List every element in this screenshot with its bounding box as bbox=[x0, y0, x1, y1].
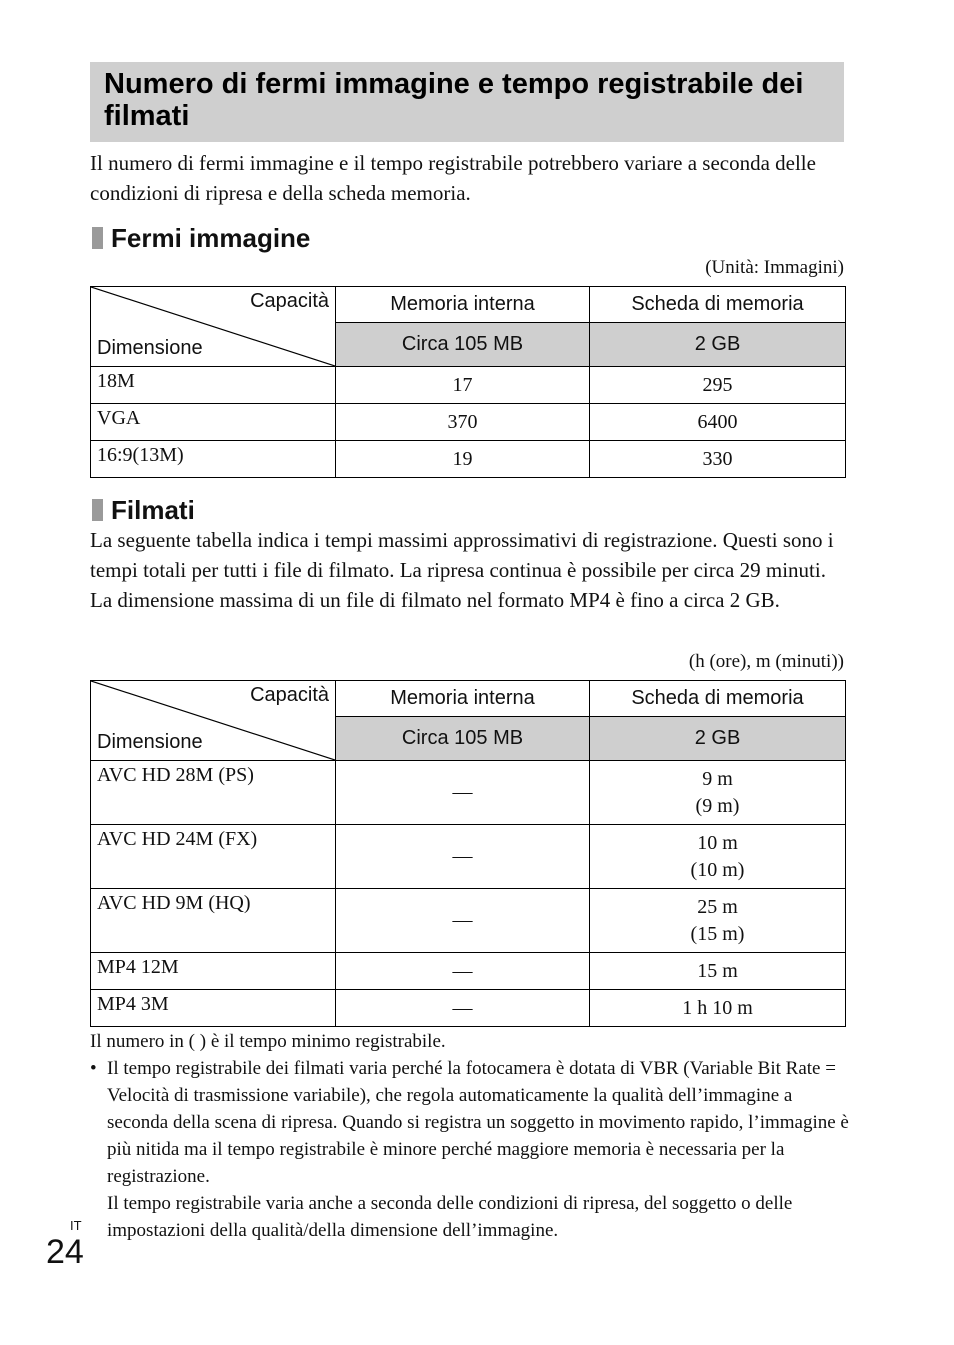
stills-unit: (Unità: Immagini) bbox=[705, 257, 844, 278]
table-row bbox=[91, 404, 846, 441]
table-row bbox=[91, 889, 846, 953]
page-title: Numero di fermi immagine e tempo registrabile dei filmati bbox=[104, 68, 804, 132]
table-row bbox=[91, 367, 846, 404]
memory-card-header: Scheda di memoria bbox=[590, 681, 846, 717]
card-value: 1 h 10 m bbox=[590, 990, 846, 1027]
list-item bbox=[90, 1055, 850, 1190]
min-note: Il numero in ( ) è il tempo minimo registrabile. bbox=[90, 1031, 446, 1052]
notes-block bbox=[90, 1028, 850, 1244]
internal-value: — bbox=[336, 825, 590, 889]
card-value: 10 m bbox=[697, 831, 738, 854]
section-title-box bbox=[90, 62, 844, 142]
capacity-label: Capacità bbox=[250, 684, 329, 706]
intro-paragraph: Il numero di fermi immagine e il tempo registrabile potrebbero variare a seconda delle condizioni di ripresa e della scheda memoria. bbox=[90, 151, 816, 205]
movies-diagonal-header bbox=[91, 681, 336, 761]
card-size-cell: 2 GB bbox=[590, 323, 846, 367]
internal-value: — bbox=[336, 990, 590, 1027]
internal-value: — bbox=[336, 761, 590, 825]
size-cell: AVC HD 9M (HQ) bbox=[91, 889, 336, 953]
stills-heading-label: Fermi immagine bbox=[111, 223, 311, 253]
table-row bbox=[91, 761, 846, 825]
bullet-spacer bbox=[90, 1190, 107, 1244]
card-value: 330 bbox=[590, 441, 846, 478]
bullet-text: Il tempo registrabile dei filmati varia perché la fotocamera è dotata di VBR (Variable Bit Rate = Velocità di trasmissione variabile), che regola automaticamente la qualità dell’immagine a seconda della scena di ripresa. Quando si registra un soggetto in movimento rapido, l’immagine è più nitida ma il tempo registrabile è minore perché maggiore memoria è necessaria per la registrazione. bbox=[107, 1058, 849, 1187]
stills-diagonal-header bbox=[91, 287, 336, 367]
card-min-value: (15 m) bbox=[690, 922, 745, 945]
movies-heading-label: Filmati bbox=[111, 495, 195, 525]
internal-value: — bbox=[336, 889, 590, 953]
internal-value: 370 bbox=[336, 404, 590, 441]
movies-heading bbox=[90, 495, 195, 525]
movies-table bbox=[90, 680, 846, 1027]
table-row bbox=[91, 953, 846, 990]
card-value: 9 m bbox=[702, 767, 733, 790]
movies-description: La seguente tabella indica i tempi massimi approssimativi di registrazione. Questi sono i tempi totali per tutti i file di filmato. La ripresa continua è possibile per circa 29 minuti. La dimensione massima di un file di filmato nel formato MP4 è fino a circa 2 GB. bbox=[90, 528, 834, 612]
bullet-icon: • bbox=[90, 1058, 97, 1079]
size-cell: 16:9(13M) bbox=[91, 441, 336, 478]
card-value: 25 m bbox=[697, 895, 738, 918]
dimension-label: Dimensione bbox=[97, 337, 203, 359]
list-item bbox=[90, 1190, 850, 1244]
stills-table bbox=[90, 286, 846, 478]
internal-value: 19 bbox=[336, 441, 590, 478]
card-value-cell bbox=[590, 825, 846, 889]
card-min-value: (10 m) bbox=[690, 858, 745, 881]
size-cell: MP4 12M bbox=[91, 953, 336, 990]
internal-value: — bbox=[336, 953, 590, 990]
heading-marker-icon bbox=[92, 227, 103, 249]
card-value: 6400 bbox=[590, 404, 846, 441]
internal-value: 17 bbox=[336, 367, 590, 404]
size-cell: AVC HD 24M (FX) bbox=[91, 825, 336, 889]
heading-marker-icon bbox=[92, 499, 103, 521]
card-value-cell bbox=[590, 761, 846, 825]
card-min-value: (9 m) bbox=[695, 794, 740, 817]
size-cell: 18M bbox=[91, 367, 336, 404]
table-row bbox=[91, 990, 846, 1027]
dimension-label: Dimensione bbox=[97, 731, 203, 753]
internal-size-cell: Circa 105 MB bbox=[336, 717, 590, 761]
card-size-cell: 2 GB bbox=[590, 717, 846, 761]
card-value: 15 m bbox=[590, 953, 846, 990]
size-cell: MP4 3M bbox=[91, 990, 336, 1027]
internal-memory-header: Memoria interna bbox=[336, 287, 590, 323]
capacity-label: Capacità bbox=[250, 290, 329, 312]
internal-memory-header: Memoria interna bbox=[336, 681, 590, 717]
page-language: IT bbox=[70, 1218, 82, 1233]
table-row bbox=[91, 825, 846, 889]
table-row bbox=[91, 441, 846, 478]
size-cell: VGA bbox=[91, 404, 336, 441]
size-cell: AVC HD 28M (PS) bbox=[91, 761, 336, 825]
card-value-cell bbox=[590, 889, 846, 953]
card-value: 295 bbox=[590, 367, 846, 404]
movies-unit: (h (ore), m (minuti)) bbox=[688, 651, 844, 672]
internal-size-cell: Circa 105 MB bbox=[336, 323, 590, 367]
page-number: 24 bbox=[46, 1233, 84, 1271]
stills-heading bbox=[90, 223, 310, 253]
bullet-text: Il tempo registrabile varia anche a seconda delle condizioni di ripresa, del soggetto o delle impostazioni della qualità/della dimensione dell’immagine. bbox=[107, 1193, 793, 1241]
memory-card-header: Scheda di memoria bbox=[590, 287, 846, 323]
